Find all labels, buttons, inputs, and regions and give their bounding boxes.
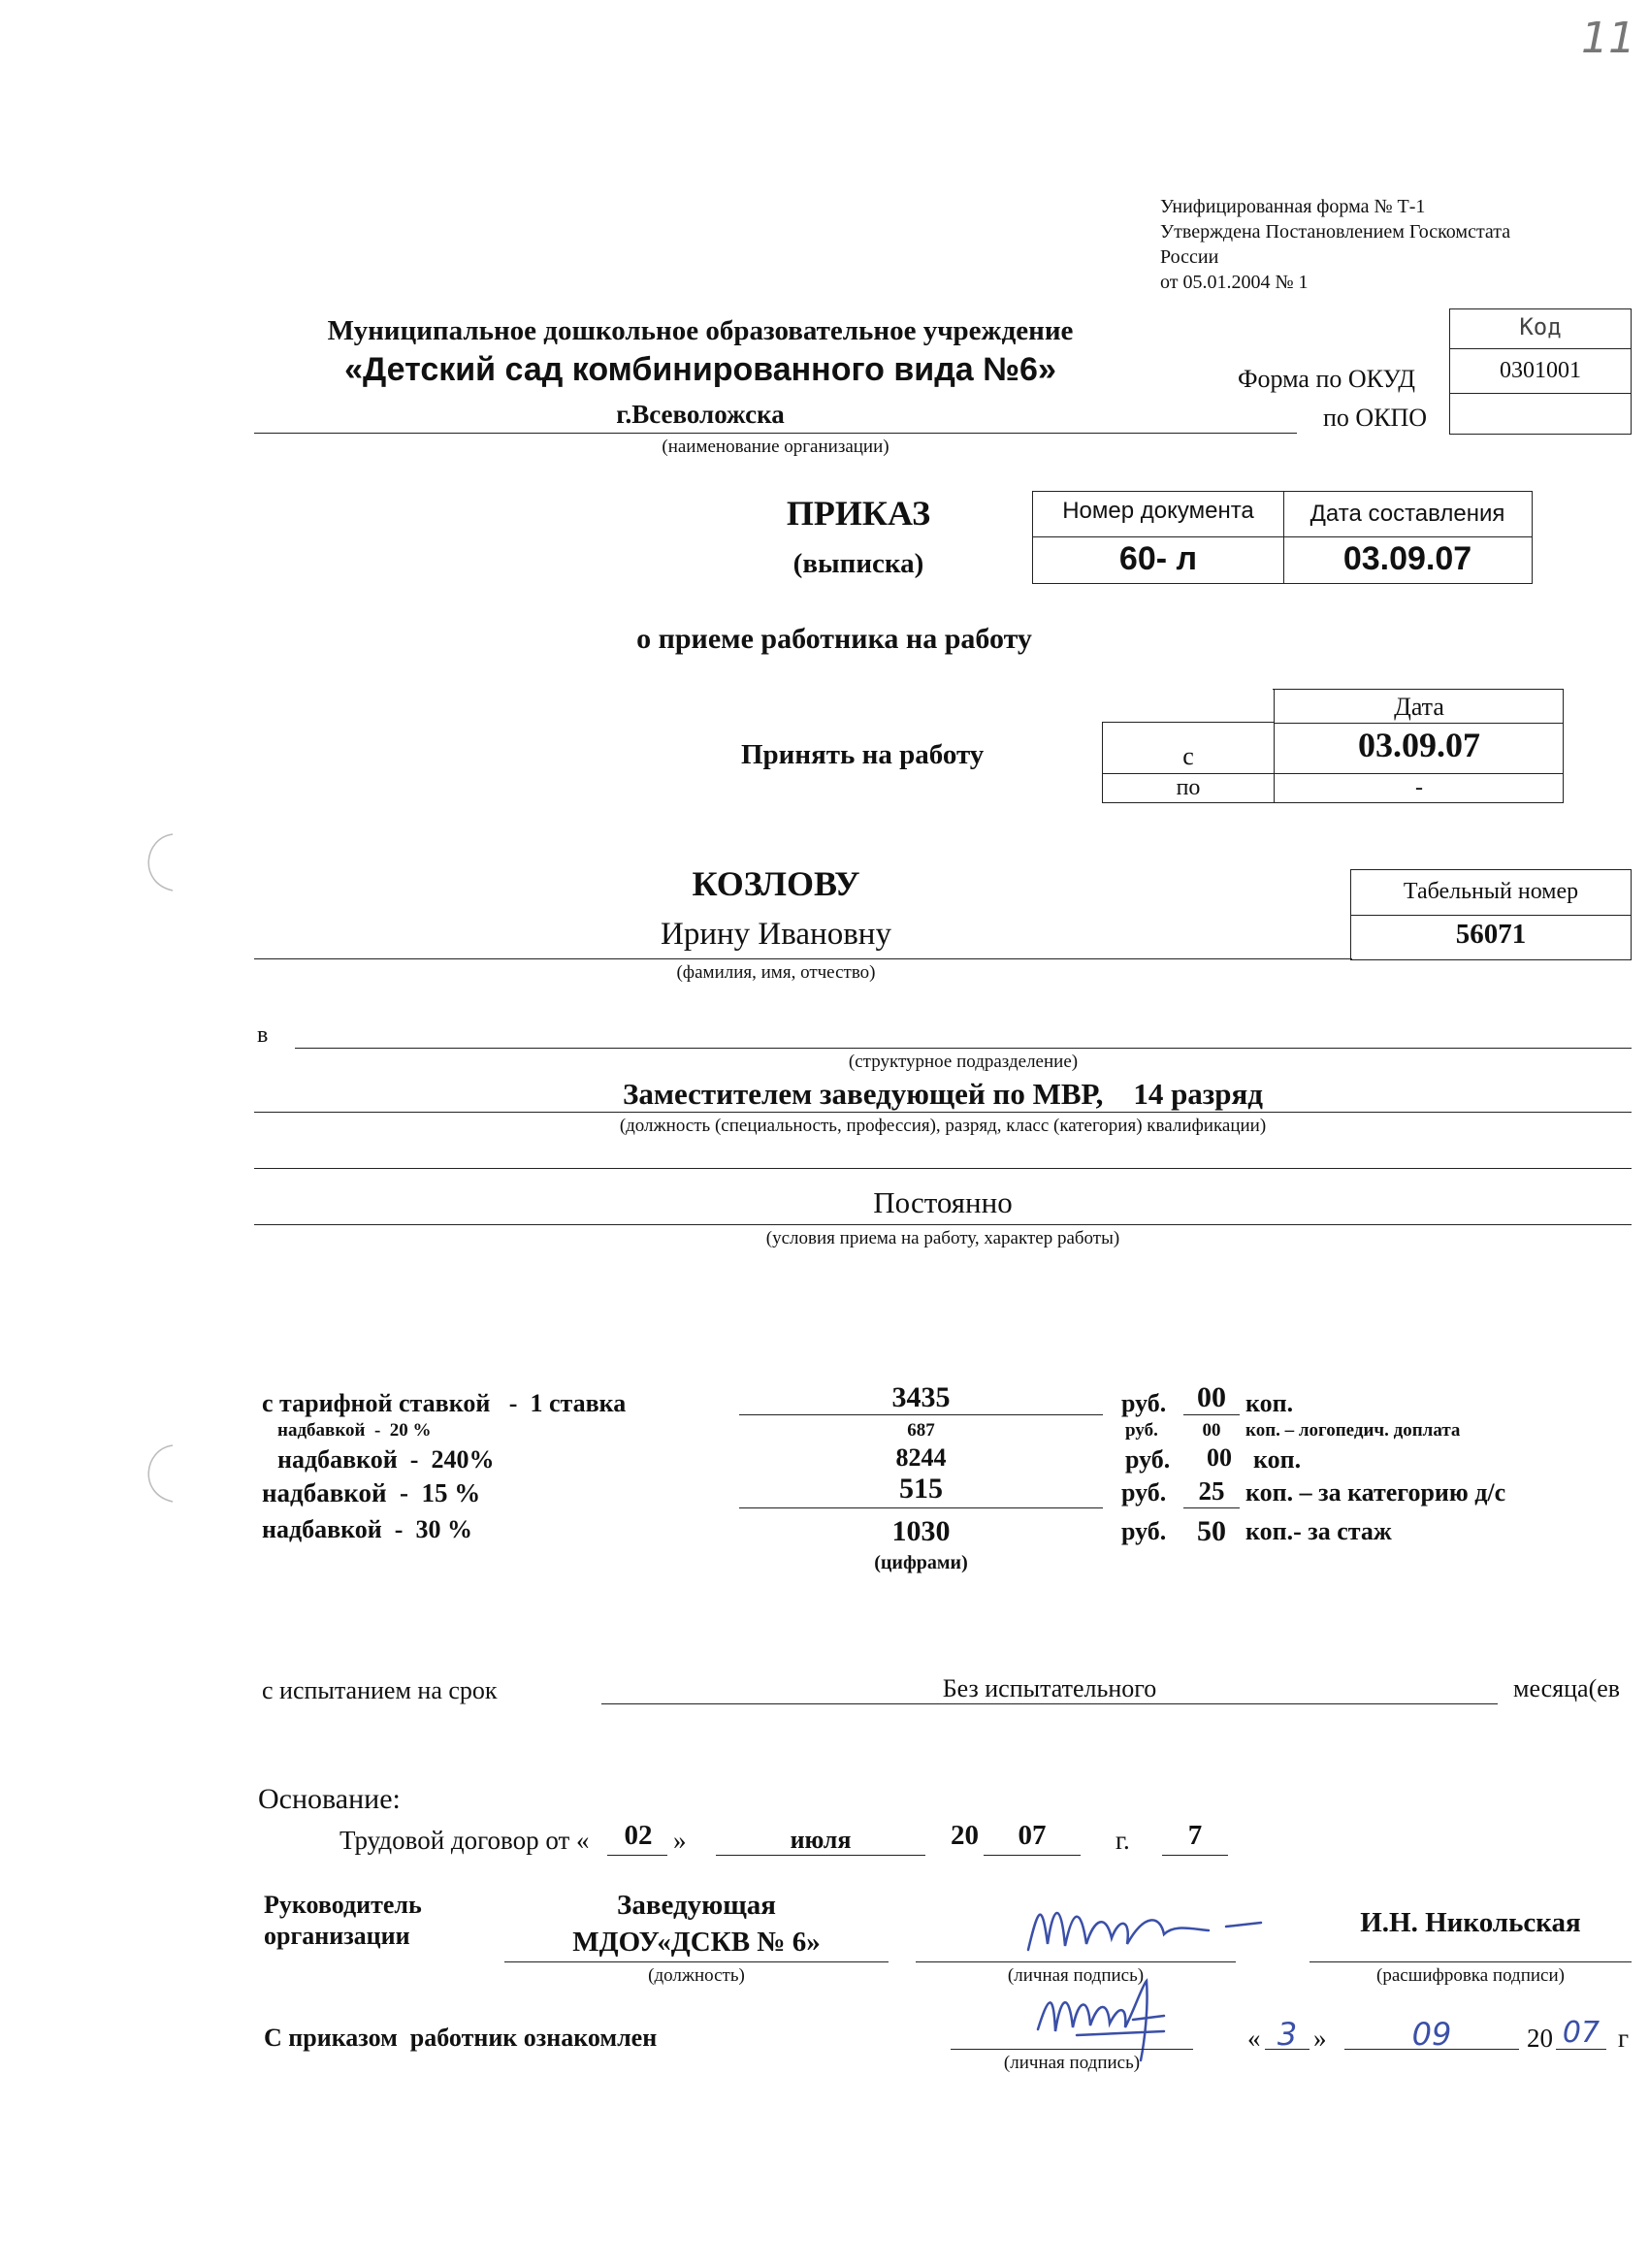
order-title: ПРИКАЗ [786,494,931,533]
salary-kop-label: коп.- за стаж [1245,1517,1392,1545]
doc-number-label: Номер документа [1062,498,1254,524]
salary-row-label: надбавкой - 15 % [262,1478,481,1507]
unified-form-line-2: Утверждена Постановлением Госкомстата [1160,221,1511,243]
okud-code: 0301001 [1500,358,1581,383]
salary-kop-label: коп. – за категорию д/с [1245,1478,1506,1507]
employee-underline [254,958,1352,959]
contract-number: 7 [1187,1820,1203,1851]
employee-signature-caption: (личная подпись) [1003,2053,1141,2073]
ack-month: 09 [1411,2016,1452,2053]
ack-year: 07 [1562,2016,1600,2050]
contract-label: Трудовой договор от « [340,1826,590,1855]
head-position-underline [504,1961,889,1962]
salary-rub-label: руб. [1121,1389,1167,1417]
basis-label: Основание: [258,1783,401,1815]
salary-rub-value: 1030 [891,1515,951,1547]
probation-value: Без испытательного [942,1674,1157,1702]
employee-name: Ирину Ивановну [661,917,891,952]
contract-day: 02 [624,1820,653,1851]
contract-quote-close: » [673,1826,687,1855]
contract-month: июля [790,1826,852,1854]
organization-line-1: Муниципальное дошкольное образовательное учреждение [327,315,1074,346]
organization-underline [254,433,1297,434]
organization-caption: (наименование организации) [662,437,889,457]
department-prefix: в [257,1022,269,1048]
position-underline [254,1112,1632,1113]
acknowledgement-label: С приказом работник ознакомлен [264,2024,658,2052]
employee-signature [1018,1960,1193,2066]
tab-number: 56071 [1455,919,1527,950]
salary-row-label: надбавкой - 20 % [277,1420,432,1441]
order-subject: о приеме работника на работу [636,623,1032,655]
head-label [264,1890,422,1952]
ack-day: 3 [1277,2016,1298,2053]
unified-form-line-4: от 05.01.2004 № 1 [1160,272,1309,293]
department-underline [295,1048,1632,1049]
head-label-line-1: Руководитель [264,1891,422,1919]
salary-rub-label: руб. [1121,1517,1167,1545]
employee-surname: КОЗЛОВУ [692,864,860,903]
head-position-line-1: Заведующая [617,1890,776,1921]
doc-date-label: Дата составления [1310,501,1505,527]
salary-row-label: с тарифной ставкой - 1 ставка [262,1389,627,1417]
hire-from-label: с [1182,742,1194,770]
head-name-caption: (расшифровка подписи) [1376,1965,1565,1986]
head-label-line-2: организации [264,1922,410,1950]
unified-form-line-3: России [1160,246,1219,268]
salary-kop-value: 00 [1197,1381,1226,1413]
hire-to-label: по [1176,775,1201,800]
ack-open-quote: « [1247,2024,1261,2053]
salary-row-label: надбавкой - 30 % [262,1515,472,1543]
code-table [1449,308,1632,435]
salary-kop-value: 50 [1197,1515,1226,1547]
hire-date-header: Дата [1394,693,1444,721]
salary-kop-value: 25 [1198,1476,1225,1506]
conditions-value: Постоянно [873,1185,1013,1219]
contract-g-label: г. [1116,1826,1130,1855]
salary-rub-value: 515 [899,1473,943,1505]
hire-to-date: - [1415,775,1423,800]
page-number: 11 [1581,14,1635,63]
position-caption: (должность (специальность, профессия), разряд, класс (категория) квалификации) [619,1116,1267,1136]
salary-kop-label: коп. [1253,1445,1302,1474]
probation-label: с испытанием на срок [262,1676,498,1704]
hire-from-date: 03.09.07 [1358,726,1480,764]
head-position-line-2: МДОУ«ДСКВ № 6» [572,1927,821,1958]
salary-kop-value: 00 [1202,1420,1221,1441]
salary-rub-label: руб. [1121,1478,1167,1507]
salary-rub-label: руб. [1125,1420,1158,1441]
position-value: Заместителем заведующей по МВР, 14 разряд [623,1077,1263,1111]
tab-number-label: Табельный номер [1403,879,1579,904]
okud-label: Форма по ОКУД [1238,365,1415,393]
conditions-underline [254,1224,1632,1225]
hire-label: Принять на работу [741,739,985,770]
head-position-caption: (должность) [648,1965,745,1986]
salary-kop-value: 00 [1207,1443,1232,1472]
ack-suffix: г [1618,2024,1630,2053]
binder-hole-mark [124,1436,182,1513]
okpo-label: по ОКПО [1323,404,1428,432]
salary-row-label: надбавкой - 240% [277,1445,495,1474]
head-signature [1018,1890,1271,1967]
organization-line-3: г.Всеволожска [616,400,785,429]
salary-rub-label: руб. [1125,1445,1171,1474]
code-header: Код [1519,313,1562,340]
head-name: И.Н. Никольская [1360,1907,1581,1938]
salary-rub-value: 687 [907,1420,935,1441]
employee-caption: (фамилия, имя, отчество) [676,962,876,983]
salary-digits-caption: (цифрами) [874,1552,968,1573]
employee-signature-underline [951,2049,1193,2050]
head-name-underline [1310,1961,1632,1962]
department-caption: (структурное подразделение) [848,1052,1079,1072]
probation-underline [601,1703,1498,1704]
salary-rub-underline [739,1414,1103,1415]
contract-year: 07 [1018,1820,1047,1851]
contract-year-prefix: 20 [951,1820,979,1851]
ack-close-quote: » [1313,2024,1327,2053]
salary-rub-value: 8244 [895,1443,947,1472]
order-number-table [1032,491,1533,584]
probation-suffix: месяца(ев [1513,1674,1621,1702]
order-subtitle: (выписка) [792,548,924,579]
head-signature-caption: (личная подпись) [1007,1965,1145,1986]
doc-number: 60- л [1118,540,1198,577]
doc-date: 03.09.07 [1342,540,1472,577]
salary-kop-label: коп. [1245,1389,1294,1417]
unified-form-line-1: Унифицированная форма № Т-1 [1160,196,1426,217]
salary-kop-label: коп. – логопедич. доплата [1245,1420,1461,1441]
conditions-caption: (условия приема на работу, характер работы) [765,1228,1120,1248]
ack-year-prefix: 20 [1527,2024,1553,2053]
organization-line-2: «Детский сад комбинированного вида №6» [344,351,1056,388]
salary-rub-value: 3435 [891,1381,951,1413]
tab-number-table [1350,869,1632,960]
unified-form-note [1160,194,1510,295]
position-extra-line [254,1168,1632,1169]
binder-hole-mark [124,825,182,902]
